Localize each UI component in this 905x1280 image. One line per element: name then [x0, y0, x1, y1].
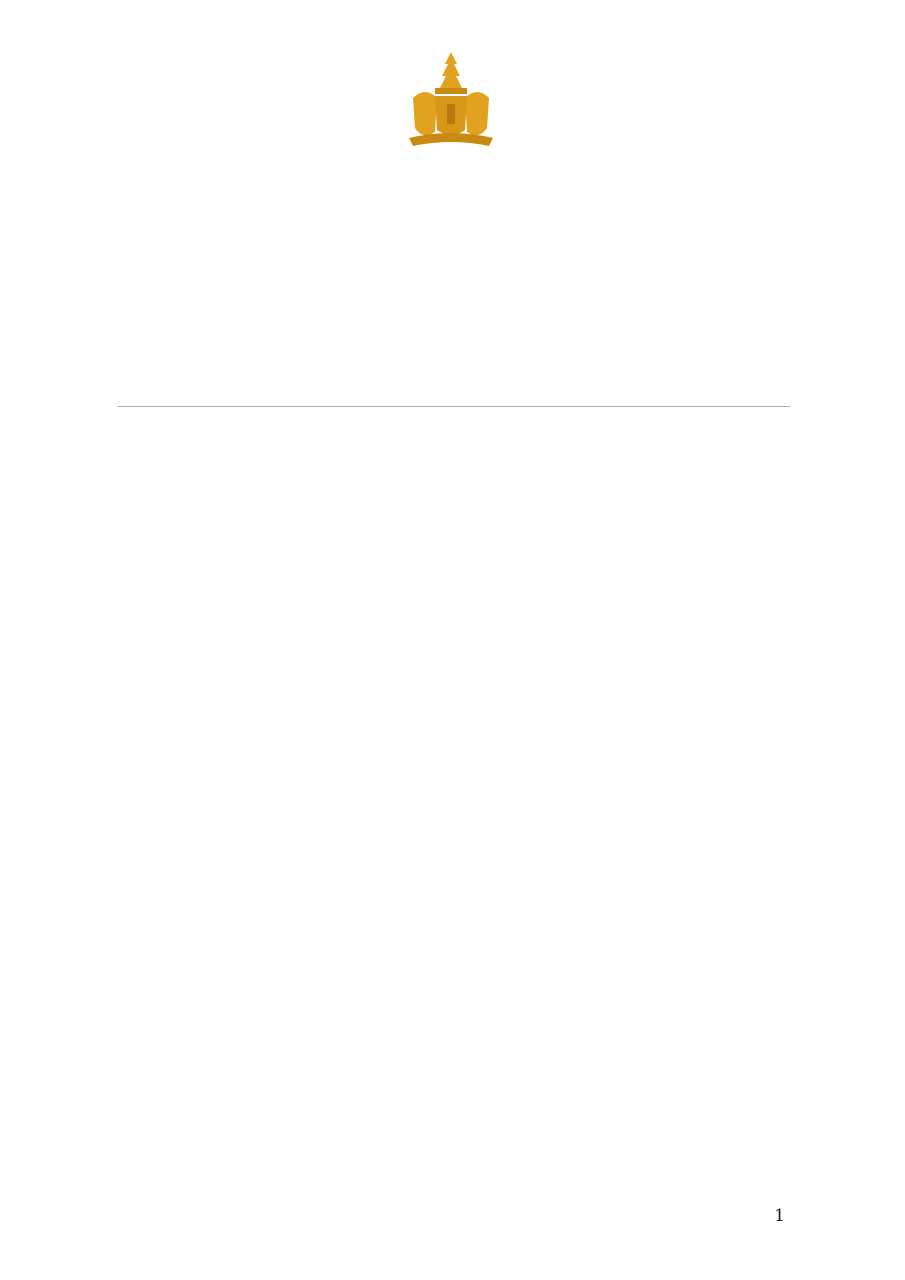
title-block [140, 160, 765, 381]
paragraph-3 [118, 878, 788, 1178]
title-line [140, 286, 765, 318]
title-line [140, 192, 765, 224]
paragraph-2 [118, 702, 788, 864]
title-line [140, 223, 765, 255]
header-note [515, 52, 815, 80]
title-line [140, 318, 765, 350]
divider-rule [118, 406, 790, 407]
speaking-time [487, 372, 787, 398]
title-line [140, 255, 765, 287]
paragraph-1 [118, 478, 788, 690]
title-line [140, 160, 765, 192]
salutation [118, 432, 518, 462]
page-number: 1 [774, 1206, 785, 1226]
royal-emblem-icon [405, 48, 497, 152]
